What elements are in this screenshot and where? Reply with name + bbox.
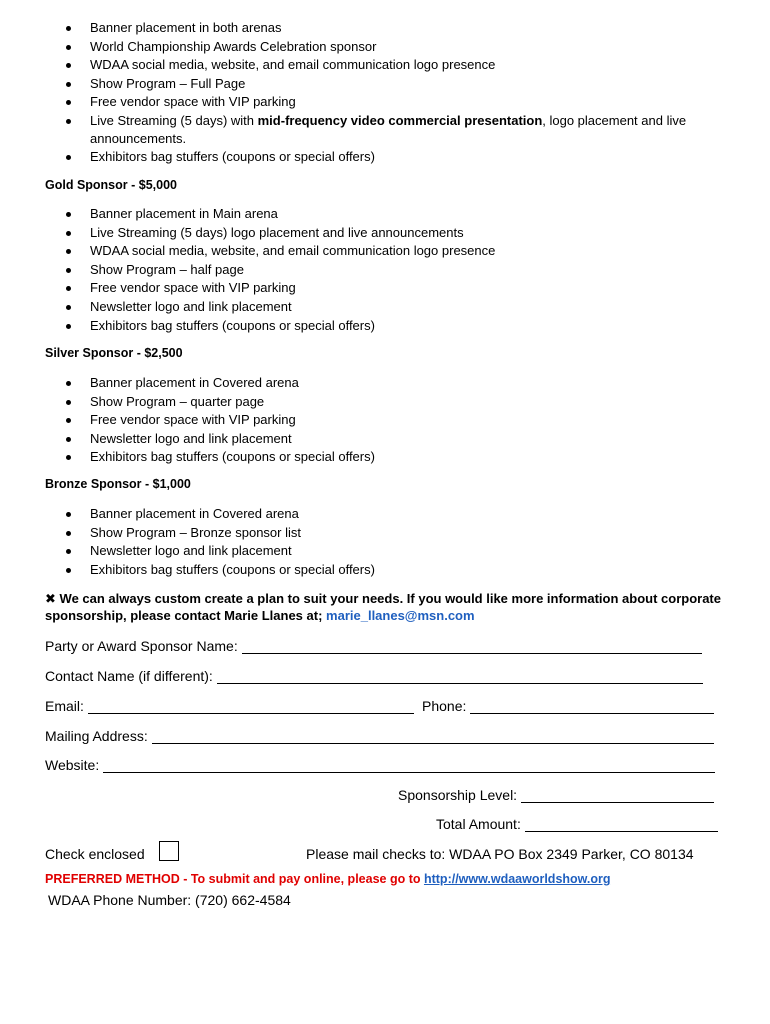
total-amount-input[interactable] [525,817,718,832]
party-sponsor-name-field[interactable]: Party or Award Sponsor Name: [45,634,702,654]
list-item: Exhibitors bag stuffers (coupons or special offers) [0,148,710,167]
list-item: Banner placement in Covered arena [0,374,375,393]
scissors-icon: ✖ [45,591,56,606]
list-item: Newsletter logo and link placement [0,430,375,449]
bullet-icon [66,100,71,105]
list-item: Banner placement in Main arena [0,205,495,224]
list-item: Banner placement in Covered arena [0,505,375,524]
list-item: Newsletter logo and link placement [0,298,495,317]
bullet-icon [66,531,71,536]
list-item: Show Program – quarter page [0,393,375,412]
mailing-address-field[interactable]: Mailing Address: [45,724,714,744]
top-benefits-list [0,19,710,167]
bullet-icon [66,455,71,460]
total-amount-field[interactable]: Total Amount: [436,812,718,832]
bullet-icon [66,268,71,273]
bullet-icon [66,63,71,68]
list-item: Show Program – Bronze sponsor list [0,524,375,543]
website-field[interactable]: Website: [45,753,715,773]
bullet-icon [66,324,71,329]
bronze-benefits-list [0,505,375,579]
bullet-icon [66,231,71,236]
bullet-icon [66,119,71,124]
list-item: Free vendor space with VIP parking [0,93,710,112]
bullet-icon [66,437,71,442]
mail-checks-text: Please mail checks to: WDAA PO Box 2349 Parker, CO 80134 [306,846,694,862]
list-item: Live Streaming (5 days) logo placement and live announcements [0,224,495,243]
bullet-icon [66,400,71,405]
bullet-icon [66,155,71,160]
contact-name-input[interactable] [217,669,703,684]
sponsorship-level-field[interactable]: Sponsorship Level: [398,783,714,803]
bullet-icon [66,568,71,573]
list-item: Banner placement in both arenas [0,19,710,38]
email-field[interactable]: Email: [45,694,414,714]
list-item: Exhibitors bag stuffers (coupons or special offers) [0,448,375,467]
check-enclosed-checkbox[interactable] [159,841,179,861]
check-enclosed-label: Check enclosed [45,846,145,862]
bullet-icon [66,45,71,50]
list-item: WDAA social media, website, and email communication logo presence [0,56,710,75]
list-item: Newsletter logo and link placement [0,542,375,561]
bullet-icon [66,26,71,31]
list-item: Exhibitors bag stuffers (coupons or special offers) [0,317,495,336]
list-item: Show Program – Full Page [0,75,710,94]
bronze-sponsor-heading: Bronze Sponsor - $1,000 [45,477,191,491]
list-item: Show Program – half page [0,261,495,280]
preferred-method-text: PREFERRED METHOD - To submit and pay online, please go to http://www.wdaaworldshow.org [45,872,611,886]
party-sponsor-name-input[interactable] [242,639,702,654]
list-item: Free vendor space with VIP parking [0,279,495,298]
bullet-icon [66,418,71,423]
website-input[interactable] [103,758,715,773]
gold-sponsor-heading: Gold Sponsor - $5,000 [45,178,177,192]
phone-field[interactable]: Phone: [422,694,714,714]
list-item: Live Streaming (5 days) with mid-frequency video commercial presentation, logo placement and live announcements. [0,112,710,148]
mailing-address-input[interactable] [152,729,714,744]
contact-email-link[interactable]: marie_llanes@msn.com [326,608,475,623]
phone-input[interactable] [470,699,714,714]
silver-benefits-list [0,374,375,467]
list-item: WDAA social media, website, and email communication logo presence [0,242,495,261]
bullet-icon [66,212,71,217]
list-item: World Championship Awards Celebration sponsor [0,38,710,57]
bullet-icon [66,549,71,554]
bullet-icon [66,249,71,254]
custom-plan-note: ✖ We can always custom create a plan to suit your needs. If you would like more information about corporate sponsorship, please contact Marie Llanes at; marie_llanes@msn.com [45,591,721,623]
wdaa-phone-number: WDAA Phone Number: (720) 662-4584 [48,892,291,908]
sponsorship-level-input[interactable] [521,788,714,803]
list-item: Exhibitors bag stuffers (coupons or special offers) [0,561,375,580]
list-item: Free vendor space with VIP parking [0,411,375,430]
gold-benefits-list [0,205,495,335]
silver-sponsor-heading: Silver Sponsor - $2,500 [45,346,183,360]
bullet-icon [66,286,71,291]
bullet-icon [66,305,71,310]
email-input[interactable] [88,699,414,714]
website-link[interactable]: http://www.wdaaworldshow.org [423,872,611,886]
bullet-icon [66,512,71,517]
bullet-icon [66,381,71,386]
contact-name-field[interactable]: Contact Name (if different): [45,664,703,684]
bullet-icon [66,82,71,87]
